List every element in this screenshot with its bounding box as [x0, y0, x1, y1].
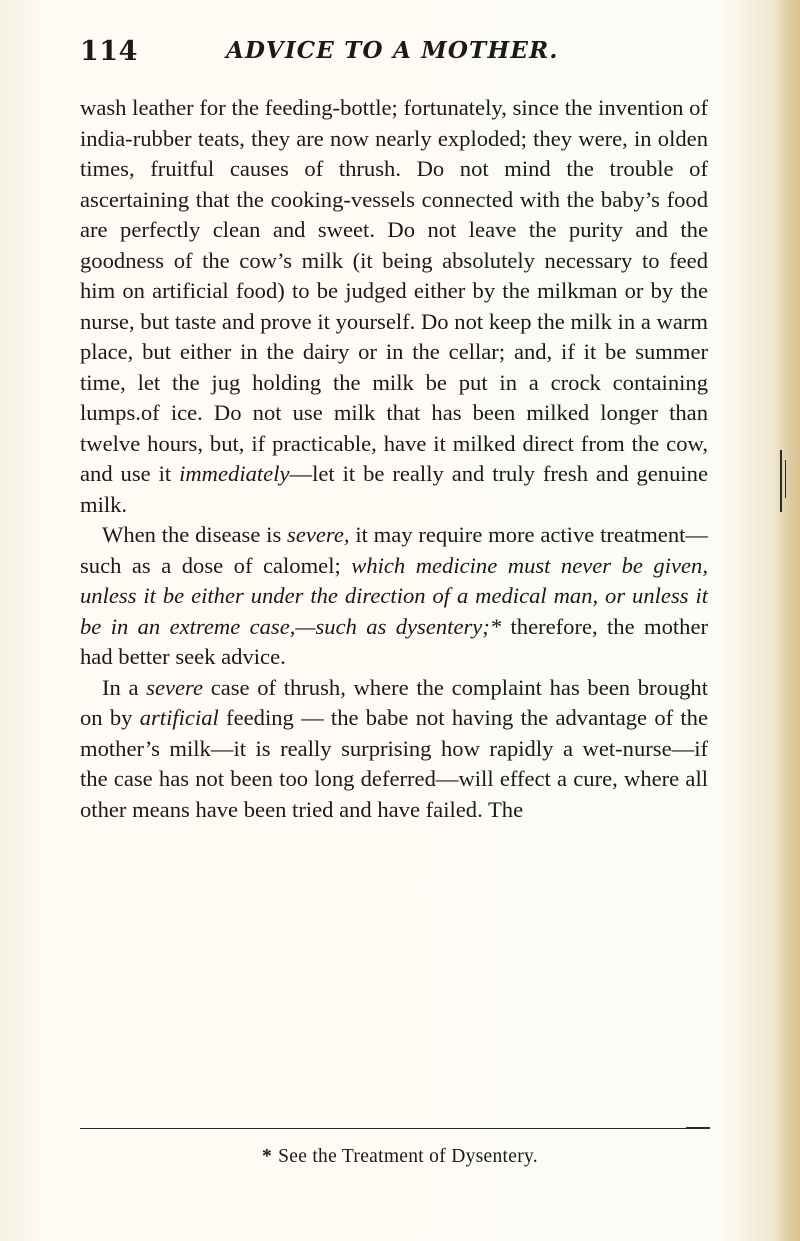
text-run: When the disease is: [102, 522, 288, 547]
footnote-rule-tail: [686, 1127, 710, 1129]
page-edge-shadow: [774, 0, 800, 1241]
emphasis: which medicine must never be given, unless it be either under the direction of a medical man, or unless it be in an extreme case,—such as dysentery;*: [80, 552, 708, 639]
bleed-through-mark: [780, 450, 782, 512]
paragraph: [80, 520, 708, 673]
text-run: therefore, the mother had better seek advice.: [80, 613, 708, 669]
running-head: ADVICE TO A MOTHER.: [226, 37, 559, 64]
text-run: —let it be really and truly fresh and genuine milk.: [80, 461, 708, 517]
page-number: 114: [80, 36, 138, 67]
text-run: wash leather for the feeding-bottle; fortunately, since the invention of india-rubber teats, they are now nearly exploded; they were, in olden times, fruitful causes of thrush. Do not mind the trouble of ascertaining that the cooking-vessels connected with the baby’s food are perfectly clean and sweet. Do not leave the purity and the goodness of the cow’s milk (it being absolutely necessary to feed him on artificial food) to be judged either by the milkman or by the nurse, but taste and prove it yourself. Do not keep the milk in a warm place, but either in the dairy or in the cellar; and, if it be summer time, let the jug holding the milk be put in a crock containing lumps.of ice. Do not use milk that has been milked longer than twelve hours, but, if practicable, have it milked direct from the cow, and use it: [80, 95, 708, 486]
emphasis: severe: [146, 674, 204, 700]
emphasis: severe,: [287, 522, 350, 547]
text-run: case of thrush, where the complaint has been brought on by: [80, 674, 708, 730]
footnote-text: See the Treatment of Dysentery.: [278, 1146, 538, 1167]
footnote: [0, 1146, 800, 1168]
body-text: [80, 93, 708, 825]
emphasis: artificial: [139, 705, 219, 730]
footnote-rule: [80, 1128, 708, 1129]
bleed-through-mark: [785, 460, 786, 498]
paragraph: [80, 673, 708, 826]
paragraph: [80, 93, 708, 520]
emphasis: immediately: [179, 461, 290, 486]
text-run: feeding — the babe not having the advantage of the mother’s milk—it is really surprising how rapidly a wet-nurse—if the case has not been too long deferred—will effect a cure, where all other means have been tried and have failed. The: [80, 705, 709, 822]
footnote-marker: *: [262, 1146, 273, 1167]
page-header: [80, 36, 700, 76]
text-run: it may require more active treatment—such as a dose of calomel;: [80, 522, 708, 578]
text-run: In a: [102, 674, 147, 700]
